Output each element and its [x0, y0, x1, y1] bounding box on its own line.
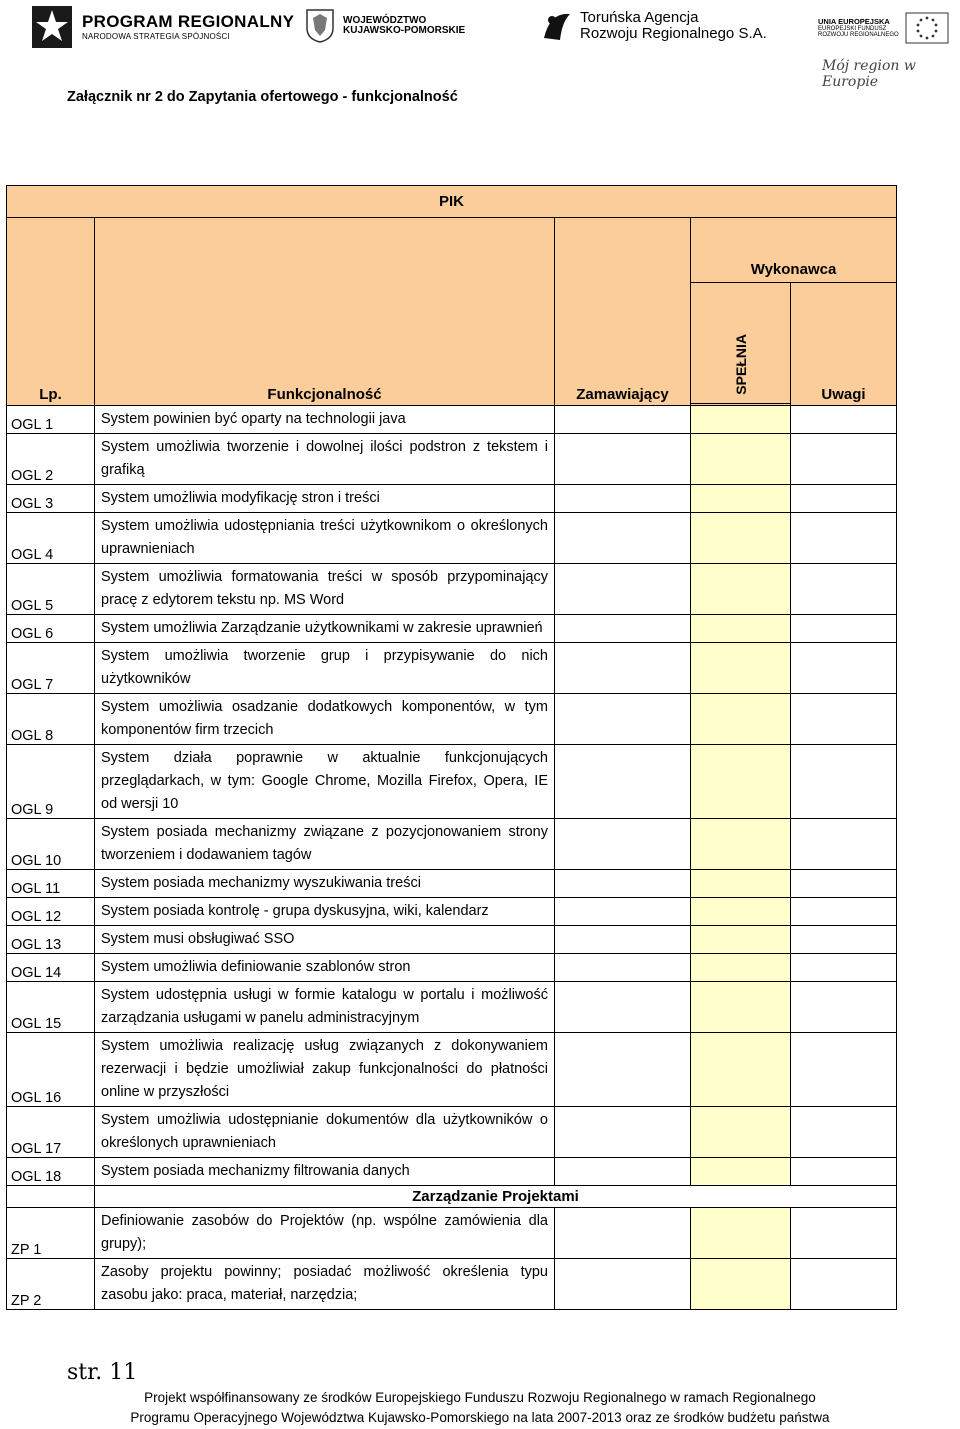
row-funkcjonalnosc: System musi obsługiwać SSO [95, 926, 555, 954]
row-zamawiajacy [555, 819, 691, 870]
row-spelnia-field[interactable] [691, 1033, 791, 1107]
row-uwagi-field[interactable] [791, 643, 897, 694]
row-lp: OGL 17 [7, 1107, 95, 1158]
row-lp: ZP 2 [7, 1259, 95, 1310]
eu-line1: UNIA EUROPEJSKA [818, 16, 890, 26]
row-zamawiajacy [555, 564, 691, 615]
row-spelnia-field[interactable] [691, 1158, 791, 1186]
wojewodztwo-line1: WOJEWÓDZTWO [343, 14, 427, 26]
row-lp: OGL 13 [7, 926, 95, 954]
eu-logo [818, 12, 949, 44]
table-row [7, 954, 897, 982]
table-row [7, 513, 897, 564]
table-row [7, 745, 897, 819]
row-funkcjonalnosc: System umożliwia osadzanie dodatkowych komponentów, w tym komponentów firm trzecich [95, 694, 555, 745]
table-row [7, 1259, 897, 1310]
row-spelnia-field[interactable] [691, 898, 791, 926]
footer-line1: Projekt współfinansowany ze środków Europejskiego Funduszu Rozwoju Regionalnego w ramach Regionalnego [144, 1390, 816, 1405]
row-spelnia-field[interactable] [691, 870, 791, 898]
row-spelnia-field[interactable] [691, 434, 791, 485]
row-funkcjonalnosc: System umożliwia modyfikację stron i treści [95, 485, 555, 513]
footer [0, 1388, 960, 1428]
program-regionalny-logo [30, 4, 294, 50]
row-uwagi-field[interactable] [791, 513, 897, 564]
row-spelnia-field[interactable] [691, 926, 791, 954]
footer-line2: Programu Operacyjnego Województwa Kujawsko-Pomorskiego na lata 2007-2013 oraz ze środków budżetu państwa [130, 1410, 830, 1425]
row-zamawiajacy [555, 615, 691, 643]
eu-line3: ROZWOJU REGIONALNEGO [818, 31, 899, 38]
row-spelnia-field[interactable] [691, 982, 791, 1033]
agencja-line1: Toruńska Agencja [580, 9, 699, 27]
row-spelnia-field[interactable] [691, 694, 791, 745]
spelnia-header [691, 283, 791, 404]
row-lp: OGL 14 [7, 954, 95, 982]
row-funkcjonalnosc: System umożliwia realizację usług związanych z dokonywaniem rezerwacji i będzie umożliwiał zakup funkcjonalności do płatności online w przyszłości [95, 1033, 555, 1107]
table-row [7, 643, 897, 694]
table-row [7, 982, 897, 1033]
row-spelnia-field[interactable] [691, 615, 791, 643]
row-lp: OGL 10 [7, 819, 95, 870]
row-funkcjonalnosc: System umożliwia udostępnianie dokumentów dla użytkowników o określonych uprawnieniach [95, 1107, 555, 1158]
row-uwagi-field[interactable] [791, 694, 897, 745]
row-spelnia-field[interactable] [691, 1259, 791, 1310]
table-row [7, 485, 897, 513]
row-uwagi-field[interactable] [791, 1107, 897, 1158]
table-row [7, 434, 897, 485]
wojewodztwo-logo [305, 8, 465, 44]
row-uwagi-field[interactable] [791, 982, 897, 1033]
row-spelnia-field[interactable] [691, 954, 791, 982]
page-number: str. 11 [67, 1360, 138, 1385]
row-zamawiajacy [555, 1107, 691, 1158]
row-uwagi-field[interactable] [791, 434, 897, 485]
row-funkcjonalnosc: System umożliwia Zarządzanie użytkownikami w zakresie uprawnień [95, 615, 555, 643]
row-zamawiajacy [555, 643, 691, 694]
row-zamawiajacy [555, 1033, 691, 1107]
row-lp: OGL 3 [7, 485, 95, 513]
ogl-rows [7, 406, 897, 1186]
row-funkcjonalnosc: System umożliwia definiowanie szablonów stron [95, 954, 555, 982]
row-uwagi-field[interactable] [791, 745, 897, 819]
row-uwagi-field[interactable] [791, 954, 897, 982]
row-zamawiajacy [555, 954, 691, 982]
row-lp: ZP 1 [7, 1208, 95, 1259]
row-uwagi-field[interactable] [791, 564, 897, 615]
row-lp: OGL 12 [7, 898, 95, 926]
row-spelnia-field[interactable] [691, 745, 791, 819]
row-zamawiajacy [555, 982, 691, 1033]
row-lp: OGL 5 [7, 564, 95, 615]
section-zarzadzanie-projektami: Zarządzanie Projektami [95, 1186, 897, 1208]
lp-header: Lp. [7, 218, 95, 406]
zamawiajacy-header: Zamawiający [555, 218, 691, 406]
agencja-line2: Rozwoju Regionalnego S.A. [580, 25, 767, 42]
row-spelnia-field[interactable] [691, 1107, 791, 1158]
table-row [7, 870, 897, 898]
row-funkcjonalnosc: System posiada mechanizmy związane z pozycjonowaniem strony tworzeniem i dodawaniem tagów [95, 819, 555, 870]
table-row [7, 1107, 897, 1158]
row-uwagi-field[interactable] [791, 615, 897, 643]
row-funkcjonalnosc: System posiada kontrolę - grupa dyskusyjna, wiki, kalendarz [95, 898, 555, 926]
row-uwagi-field[interactable] [791, 406, 897, 434]
row-lp: OGL 6 [7, 615, 95, 643]
row-uwagi-field[interactable] [791, 1259, 897, 1310]
row-lp: OGL 18 [7, 1158, 95, 1186]
row-spelnia-field[interactable] [691, 819, 791, 870]
eu-flag-icon [905, 12, 949, 44]
row-zamawiajacy [555, 745, 691, 819]
row-zamawiajacy [555, 926, 691, 954]
row-zamawiajacy [555, 898, 691, 926]
uwagi-header: Uwagi [791, 283, 897, 406]
table-row [7, 1208, 897, 1259]
row-lp: OGL 11 [7, 870, 95, 898]
row-zamawiajacy [555, 694, 691, 745]
row-uwagi-field[interactable] [791, 1158, 897, 1186]
row-uwagi-field[interactable] [791, 1033, 897, 1107]
agencja-logo [540, 8, 767, 44]
wojewodztwo-line2: KUJAWSKO-POMORSKIE [343, 25, 466, 36]
row-funkcjonalnosc: System umożliwia tworzenie grup i przypisywanie do nich użytkowników [95, 643, 555, 694]
wykonawca-header: Wykonawca [691, 218, 897, 283]
row-lp: OGL 15 [7, 982, 95, 1033]
agencja-emblem-icon [540, 8, 574, 44]
row-lp: OGL 2 [7, 434, 95, 485]
row-funkcjonalnosc: System udostępnia usługi w formie katalogu w portalu i możliwość zarządzania usługami w panelu administracyjnym [95, 982, 555, 1033]
row-funkcjonalnosc: System działa poprawnie w aktualnie funkcjonujących przeglądarkach, w tym: Google Chrome, Mozilla Firefox, Opera, IE od wersji 10 [95, 745, 555, 819]
row-funkcjonalnosc: System posiada mechanizmy wyszukiwania treści [95, 870, 555, 898]
section-lp-empty [7, 1186, 95, 1208]
row-spelnia-field[interactable] [691, 564, 791, 615]
row-spelnia-field[interactable] [691, 643, 791, 694]
program-title: PROGRAM REGIONALNY [82, 11, 295, 31]
table-row [7, 615, 897, 643]
table-row [7, 564, 897, 615]
row-zamawiajacy [555, 434, 691, 485]
functionality-table [6, 185, 897, 1310]
row-uwagi-field[interactable] [791, 1208, 897, 1259]
row-zamawiajacy [555, 513, 691, 564]
row-lp: OGL 1 [7, 406, 95, 434]
document-title: Załącznik nr 2 do Zapytania ofertowego - funkcjonalność [67, 89, 458, 105]
table-row [7, 898, 897, 926]
row-funkcjonalnosc: System posiada mechanizmy filtrowania danych [95, 1158, 555, 1186]
row-zamawiajacy [555, 1158, 691, 1186]
row-funkcjonalnosc: System umożliwia udostępniania treści użytkownikom o określonych uprawnieniach [95, 513, 555, 564]
row-lp: OGL 7 [7, 643, 95, 694]
funkcjonalnosc-header: Funkcjonalność [95, 218, 555, 406]
table-row [7, 406, 897, 434]
eu-line2: EUROPEJSKI FUNDUSZ [818, 25, 887, 32]
row-funkcjonalnosc: System umożliwia formatowania treści w sposób przypominający pracę z edytorem tekstu np. MS Word [95, 564, 555, 615]
row-uwagi-field[interactable] [791, 898, 897, 926]
logo-header [0, 0, 960, 90]
spelnia-label: SPEŁNIA [732, 334, 749, 395]
table-row [7, 926, 897, 954]
row-uwagi-field[interactable] [791, 926, 897, 954]
row-lp: OGL 16 [7, 1033, 95, 1107]
table-row [7, 819, 897, 870]
region-slogan: Mój region w Europie [822, 58, 916, 90]
row-funkcjonalnosc: Zasoby projektu powinny; posiadać możliwość określenia typu zasobu jako: praca, materiał, narzędzia; [95, 1259, 555, 1310]
row-funkcjonalnosc: Definiowanie zasobów do Projektów (np. wspólne zamówienia dla grupy); [95, 1208, 555, 1259]
star-emblem-icon [30, 4, 74, 50]
coat-of-arms-icon [305, 8, 335, 44]
table-row [7, 1158, 897, 1186]
program-subtitle: NARODOWA STRATEGIA SPÓJNOŚCI [82, 31, 230, 41]
pik-header: PIK [7, 186, 897, 218]
row-uwagi-field[interactable] [791, 485, 897, 513]
row-spelnia-field[interactable] [691, 1208, 791, 1259]
zp-rows [7, 1208, 897, 1310]
row-lp: OGL 9 [7, 745, 95, 819]
row-uwagi-field[interactable] [791, 819, 897, 870]
table-row [7, 694, 897, 745]
row-spelnia-field[interactable] [691, 513, 791, 564]
row-lp: OGL 4 [7, 513, 95, 564]
row-funkcjonalnosc: System umożliwia tworzenie i dowolnej ilości podstron z tekstem i grafiką [95, 434, 555, 485]
row-zamawiajacy [555, 485, 691, 513]
row-funkcjonalnosc: System powinien być oparty na technologii java [95, 406, 555, 434]
row-lp: OGL 8 [7, 694, 95, 745]
row-zamawiajacy [555, 1208, 691, 1259]
row-spelnia-field[interactable] [691, 485, 791, 513]
row-zamawiajacy [555, 1259, 691, 1310]
row-zamawiajacy [555, 406, 691, 434]
row-spelnia-field[interactable] [691, 406, 791, 434]
row-zamawiajacy [555, 870, 691, 898]
row-uwagi-field[interactable] [791, 870, 897, 898]
table-row [7, 1033, 897, 1107]
